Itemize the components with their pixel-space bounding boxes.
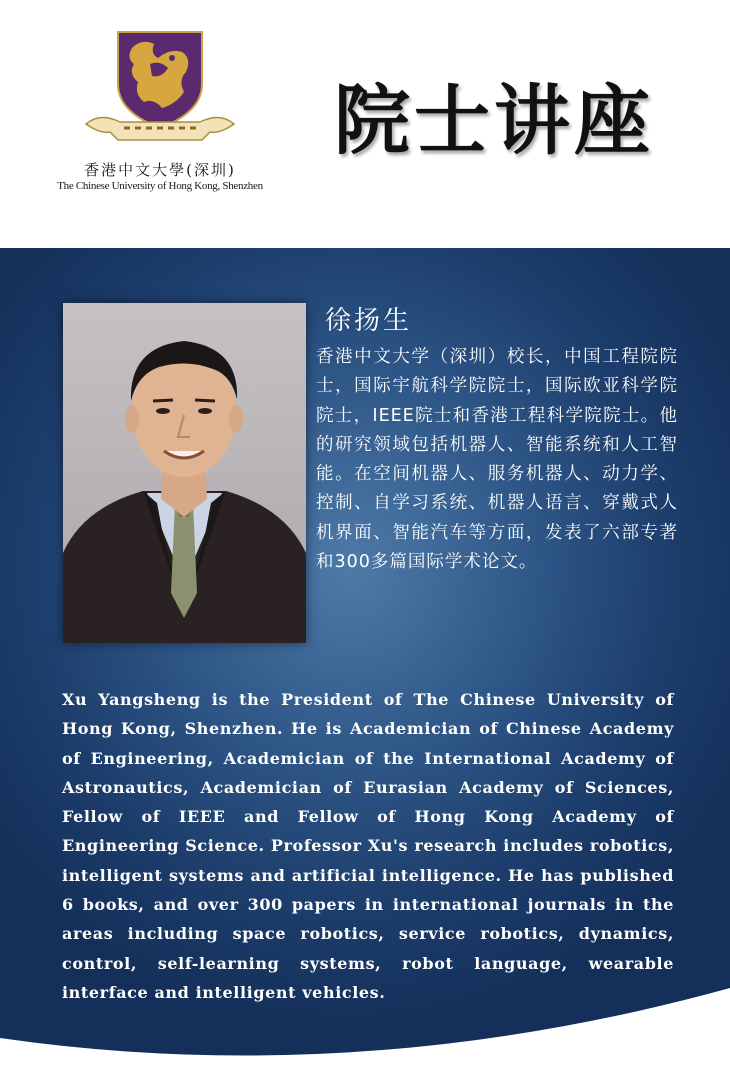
portrait-illustration xyxy=(63,303,306,643)
profile-panel xyxy=(0,248,730,1090)
university-name-cn: 香港中文大學(深圳) xyxy=(84,161,236,179)
bio-english: Xu Yangsheng is the President of The Chinese University of Hong Kong, Shenzhen. He is Academician of Chinese Academy of Engineering, Academician of the International Academy of Astronautics, Academician of Eurasian Academy of Sciences, Fellow of IEEE and Fellow of Hong Kong Academy of Engineering Science. Professor Xu's research includes robotics, intelligent systems and artificial intelligence. He has published 6 books, and over 300 papers in international journals in the areas including space robotics, service robotics, dynamics, control, self-learning systems, robot language, wearable interface and intelligent vehicles. xyxy=(62,690,674,1002)
bio-chinese: 香港中文大学（深圳）校长，中国工程院院士，国际宇航科学院院士，国际欧亚科学院院士，IEEE院士和香港工程科学院院士。他的研究领域包括机器人、智能系统和人工智能。在空间机器人、服务机器人、动力学、控制、自学习系统、机器人语言、穿戴式人机界面、智能汽车等方面，发表了六部专著和300多篇国际学术论文。 xyxy=(316,347,678,573)
lecturer-name: 徐扬生 xyxy=(325,306,413,336)
cuhk-sz-crest-icon xyxy=(80,28,240,150)
university-name-en: The Chinese University of Hong Kong, Shenzhen xyxy=(57,180,263,192)
portrait-photo xyxy=(63,303,306,643)
banner-title: 院士讲座 xyxy=(334,76,654,165)
poster-header xyxy=(0,0,730,248)
